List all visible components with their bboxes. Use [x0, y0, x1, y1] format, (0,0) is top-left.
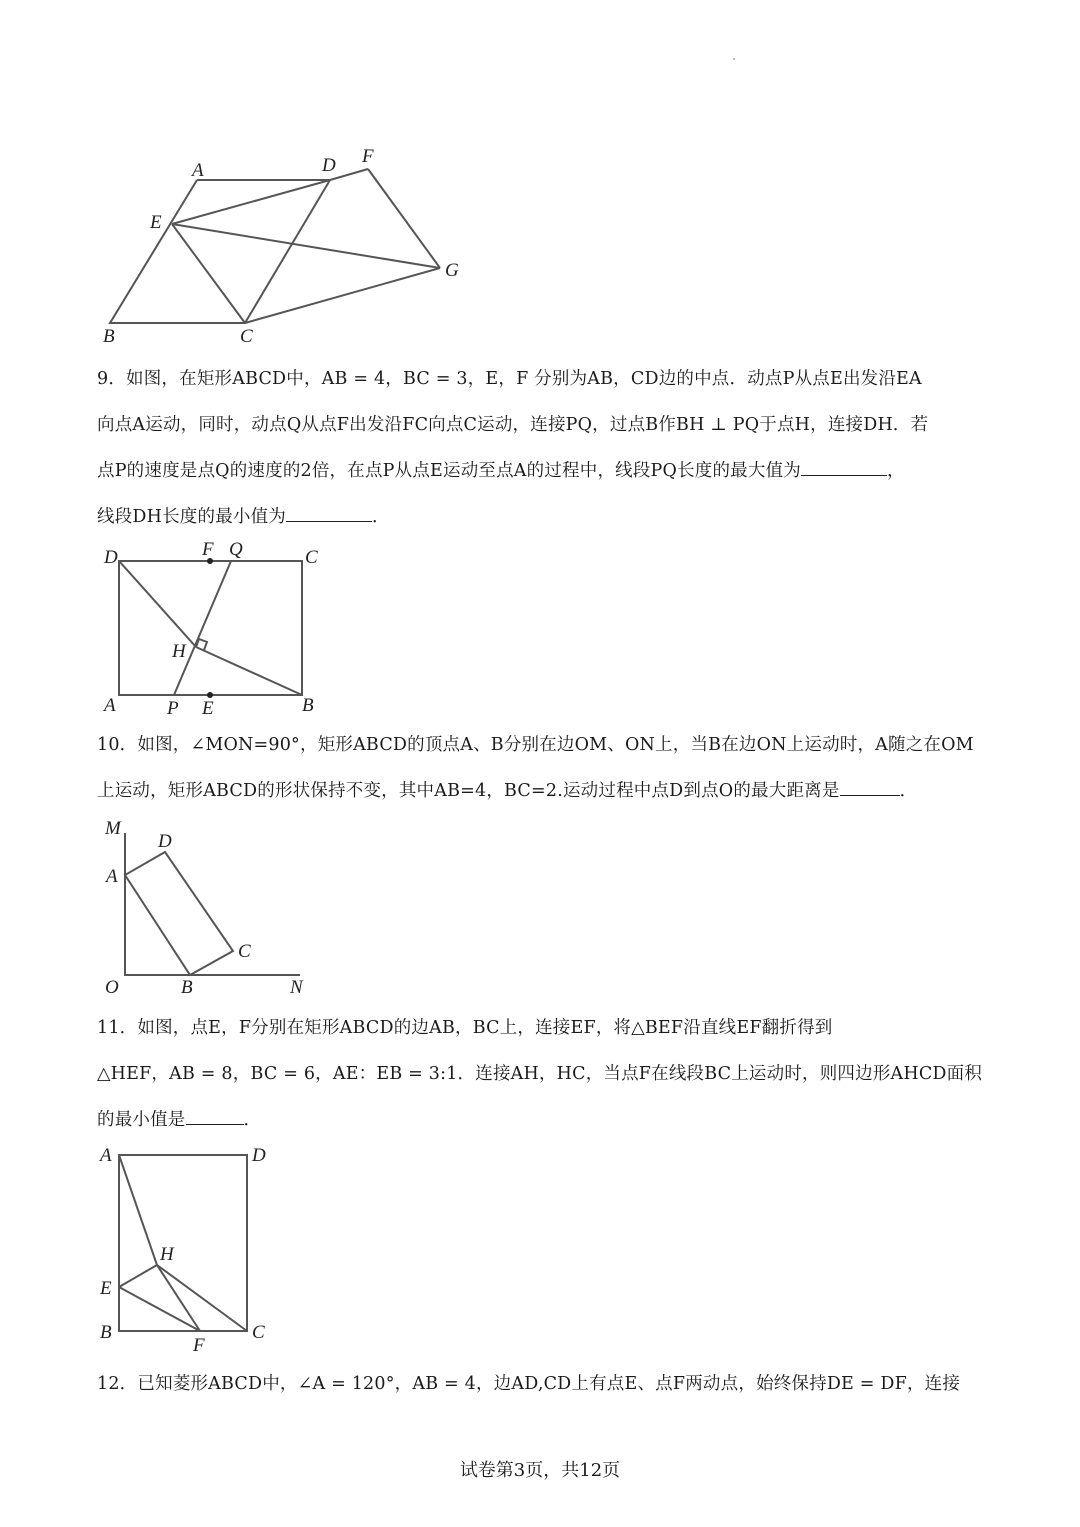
q9-line-2: 向点A运动，同时，动点Q从点F出发沿FC向点C运动，连接PQ，过点B作BH ⊥ PQ于点H，连接DH．若: [97, 415, 929, 435]
figure-q8: [0, 0, 1080, 360]
q11-line-2: △HEF，AB = 8，BC = 6，AE：EB = 3:1．连接AH，HC，当点F在线段BC上运动时，则四边形AHCD面积: [97, 1064, 983, 1084]
q11-line-3: 的最小值是: [97, 1110, 186, 1130]
q9-line-4-end: ．: [372, 507, 390, 527]
label-c: C: [252, 1322, 265, 1343]
segment-fg: [368, 169, 440, 268]
question-11: [97, 1005, 987, 1143]
q11-line-3-end: ．: [243, 1110, 262, 1130]
parallelogram-abcd: [110, 180, 330, 323]
segment-pq: [174, 561, 231, 695]
label-p: P: [167, 698, 179, 719]
label-h: H: [172, 641, 186, 662]
label-f: F: [193, 1335, 205, 1356]
question-12: [97, 1361, 987, 1407]
figure-q11: [0, 1140, 300, 1355]
q11-line-1: 11．如图，点E，F分别在矩形ABCD的边AB，BC上，连接EF，将△BEF沿直线EF翻折得到: [97, 1018, 833, 1038]
label-e: E: [202, 698, 214, 719]
segment-cg: [245, 268, 440, 323]
answer-blank-dh-min[interactable]: [286, 503, 372, 522]
segment-dh: [119, 561, 196, 647]
label-q: Q: [229, 539, 243, 560]
q10-line-2-end: ．: [899, 781, 918, 801]
label-d: D: [158, 831, 172, 852]
rectangle-abcd: [125, 852, 233, 975]
label-g: G: [445, 260, 459, 281]
label-a: A: [100, 1145, 112, 1166]
answer-blank-area-min[interactable]: [186, 1106, 244, 1125]
figure-q9: [0, 530, 360, 720]
answer-blank-od-max[interactable]: [840, 777, 900, 796]
rectangle-abcd: [119, 561, 302, 695]
segment-hf: [157, 1265, 200, 1331]
label-b: B: [103, 326, 115, 347]
segment-ed: [172, 180, 330, 224]
q9-line-1: 9．如图，在矩形ABCD中，AB = 4，BC = 3，E，F 分别为AB，CD边的中点．动点P从点E出发沿EA: [97, 369, 922, 389]
segment-eg: [172, 224, 440, 268]
segment-hb: [196, 647, 302, 695]
label-d: D: [252, 1145, 266, 1166]
label-h: H: [160, 1244, 174, 1265]
segment-ah: [119, 1155, 157, 1265]
q10-line-1: 10．如图，∠MON=90°，矩形ABCD的顶点A、B分别在边OM、ON上，当B在边ON上运动时，A随之在OM: [97, 735, 974, 755]
segment-ec: [172, 224, 245, 323]
label-c: C: [240, 326, 253, 347]
q10-line-2: 上运动，矩形ABCD的形状保持不变，其中AB=4，BC=2.运动过程中点D到点O的最大距离是: [97, 781, 840, 801]
q12-line-1: 12．已知菱形ABCD中，∠A = 120°，AB = 4，边AD,CD上有点E、点F两动点，始终保持DE = DF，连接: [97, 1374, 961, 1394]
label-a: A: [106, 866, 118, 887]
label-o: O: [105, 977, 119, 998]
axes-mon: [125, 833, 300, 975]
label-m: M: [105, 818, 121, 839]
label-e: E: [100, 1278, 112, 1299]
q9-line-3: 点P的速度是点Q的速度的2倍，在点P从点E运动至点A的过程中，线段PQ长度的最大值为: [97, 461, 801, 481]
label-b: B: [100, 1322, 112, 1343]
label-b: B: [181, 977, 193, 998]
q9-line-4: 线段DH长度的最小值为: [97, 507, 286, 527]
label-a: A: [104, 695, 116, 716]
page-footer: 试卷第3页，共12页: [459, 1460, 621, 1481]
segment-eh: [119, 1265, 157, 1287]
answer-blank-pq-max[interactable]: [801, 457, 887, 476]
label-a: A: [192, 160, 204, 181]
label-d: D: [104, 547, 118, 568]
label-f: F: [362, 146, 374, 167]
label-b: B: [302, 695, 314, 716]
q9-line-3-end: ，: [886, 461, 905, 481]
question-9: [97, 356, 987, 540]
label-c: C: [238, 941, 251, 962]
segment-ef: [119, 1287, 200, 1331]
label-e: E: [150, 212, 162, 233]
segment-hc: [157, 1265, 247, 1331]
figure-q10: [0, 815, 340, 1000]
label-d: D: [322, 155, 336, 176]
question-10: [97, 722, 987, 814]
label-c: C: [305, 547, 318, 568]
label-n: N: [290, 977, 303, 998]
label-f: F: [202, 539, 214, 560]
